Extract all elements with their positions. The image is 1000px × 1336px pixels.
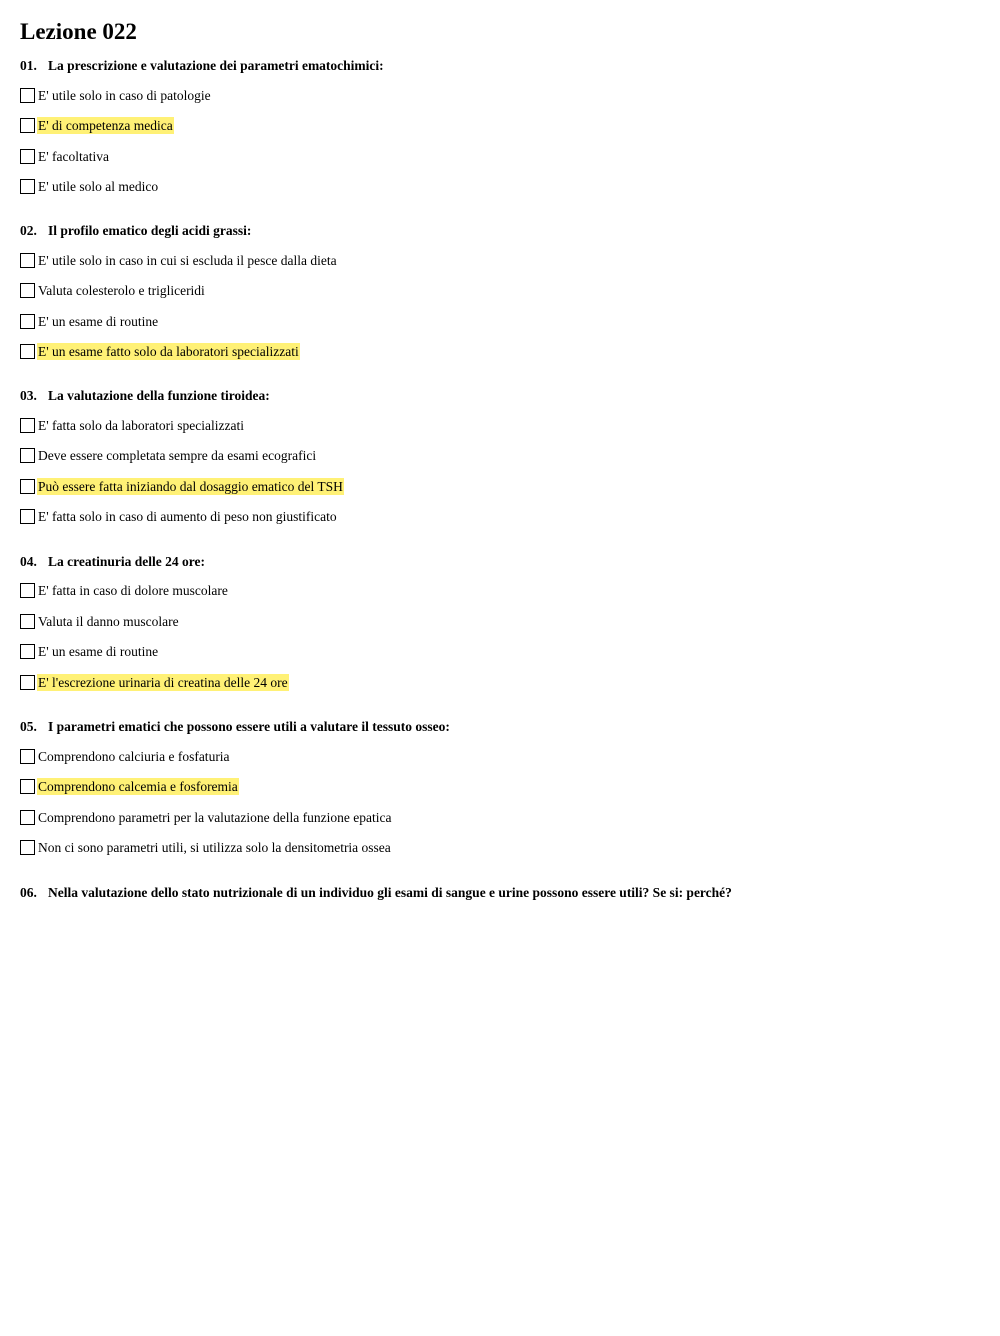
checkbox[interactable] bbox=[20, 779, 35, 794]
answer-option[interactable] bbox=[20, 580, 229, 600]
checkbox[interactable] bbox=[20, 88, 35, 103]
option-label: Non ci sono parametri utili, si utilizza solo la densitometria ossea bbox=[38, 839, 391, 855]
answer-option[interactable] bbox=[20, 506, 338, 526]
question-prompt: La prescrizione e valutazione dei parametri ematochimici: bbox=[48, 58, 384, 73]
question-text bbox=[20, 57, 384, 75]
option-label: E' l'escrezione urinaria di creatina delle 24 ore bbox=[38, 674, 288, 690]
checkbox[interactable] bbox=[20, 509, 35, 524]
option-label: E' un esame fatto solo da laboratori specializzati bbox=[38, 343, 299, 359]
option-label: Può essere fatta iniziando dal dosaggio ematico del TSH bbox=[38, 478, 343, 494]
answer-option[interactable] bbox=[20, 311, 159, 331]
option-label: E' di competenza medica bbox=[38, 117, 173, 133]
option-label: Valuta colesterolo e trigliceridi bbox=[38, 282, 205, 298]
answer-option[interactable] bbox=[20, 776, 239, 796]
answer-option[interactable] bbox=[20, 85, 212, 105]
checkbox[interactable] bbox=[20, 644, 35, 659]
answer-option[interactable] bbox=[20, 280, 206, 300]
lesson-title: Lezione 022 bbox=[20, 19, 137, 44]
answer-option[interactable] bbox=[20, 641, 159, 661]
checkbox[interactable] bbox=[20, 614, 35, 629]
question-text bbox=[20, 553, 205, 571]
answer-option[interactable] bbox=[20, 146, 110, 166]
question-text bbox=[20, 718, 450, 736]
answer-option[interactable] bbox=[20, 611, 180, 631]
option-label: E' fatta in caso di dolore muscolare bbox=[38, 582, 228, 598]
option-label: E' utile solo in caso di patologie bbox=[38, 87, 211, 103]
option-label: Comprendono parametri per la valutazione della funzione epatica bbox=[38, 809, 392, 825]
answer-option[interactable] bbox=[20, 176, 159, 196]
answer-option[interactable] bbox=[20, 672, 289, 692]
checkbox[interactable] bbox=[20, 344, 35, 359]
option-label: Comprendono calciuria e fosfaturia bbox=[38, 748, 230, 764]
option-label: E' fatta solo in caso di aumento di peso non giustificato bbox=[38, 508, 337, 524]
option-label: Valuta il danno muscolare bbox=[38, 613, 179, 629]
checkbox[interactable] bbox=[20, 583, 35, 598]
option-label: E' utile solo al medico bbox=[38, 178, 159, 194]
checkbox[interactable] bbox=[20, 118, 35, 133]
checkbox[interactable] bbox=[20, 479, 35, 494]
option-label: E' fatta solo da laboratori specializzati bbox=[38, 417, 244, 433]
question-text bbox=[20, 387, 270, 405]
answer-option[interactable] bbox=[20, 746, 231, 766]
answer-option[interactable] bbox=[20, 341, 300, 361]
checkbox[interactable] bbox=[20, 253, 35, 268]
option-label: E' utile solo in caso in cui si escluda il pesce dalla dieta bbox=[38, 252, 337, 268]
checkbox[interactable] bbox=[20, 749, 35, 764]
option-label: E' un esame di routine bbox=[38, 643, 159, 659]
option-label: Comprendono calcemia e fosforemia bbox=[38, 778, 238, 794]
question-prompt: I parametri ematici che possono essere utili a valutare il tessuto osseo: bbox=[48, 719, 450, 734]
checkbox[interactable] bbox=[20, 840, 35, 855]
question-text bbox=[20, 884, 732, 902]
answer-option[interactable] bbox=[20, 415, 245, 435]
question-number: 04. bbox=[20, 554, 37, 569]
option-label: E' un esame di routine bbox=[38, 313, 159, 329]
answer-option[interactable] bbox=[20, 115, 174, 135]
answer-option[interactable] bbox=[20, 250, 338, 270]
checkbox[interactable] bbox=[20, 675, 35, 690]
question-prompt: La valutazione della funzione tiroidea: bbox=[48, 388, 270, 403]
checkbox[interactable] bbox=[20, 448, 35, 463]
answer-option[interactable] bbox=[20, 807, 392, 827]
question-number: 02. bbox=[20, 223, 37, 238]
option-label: Deve essere completata sempre da esami ecografici bbox=[38, 447, 317, 463]
question-number: 05. bbox=[20, 719, 37, 734]
checkbox[interactable] bbox=[20, 418, 35, 433]
answer-option[interactable] bbox=[20, 445, 317, 465]
checkbox[interactable] bbox=[20, 283, 35, 298]
checkbox[interactable] bbox=[20, 810, 35, 825]
question-prompt: Il profilo ematico degli acidi grassi: bbox=[48, 223, 252, 238]
checkbox[interactable] bbox=[20, 149, 35, 164]
checkbox[interactable] bbox=[20, 179, 35, 194]
question-number: 06. bbox=[20, 885, 37, 900]
checkbox[interactable] bbox=[20, 314, 35, 329]
question-number: 03. bbox=[20, 388, 37, 403]
answer-option[interactable] bbox=[20, 476, 344, 496]
question-number: 01. bbox=[20, 58, 37, 73]
question-prompt: La creatinuria delle 24 ore: bbox=[48, 554, 205, 569]
question-prompt: Nella valutazione dello stato nutrizionale di un individuo gli esami di sangue e urine possono essere utili? Se si: perché? bbox=[48, 885, 732, 900]
option-label: E' facoltativa bbox=[38, 148, 110, 164]
answer-option[interactable] bbox=[20, 837, 392, 857]
question-text bbox=[20, 222, 251, 240]
